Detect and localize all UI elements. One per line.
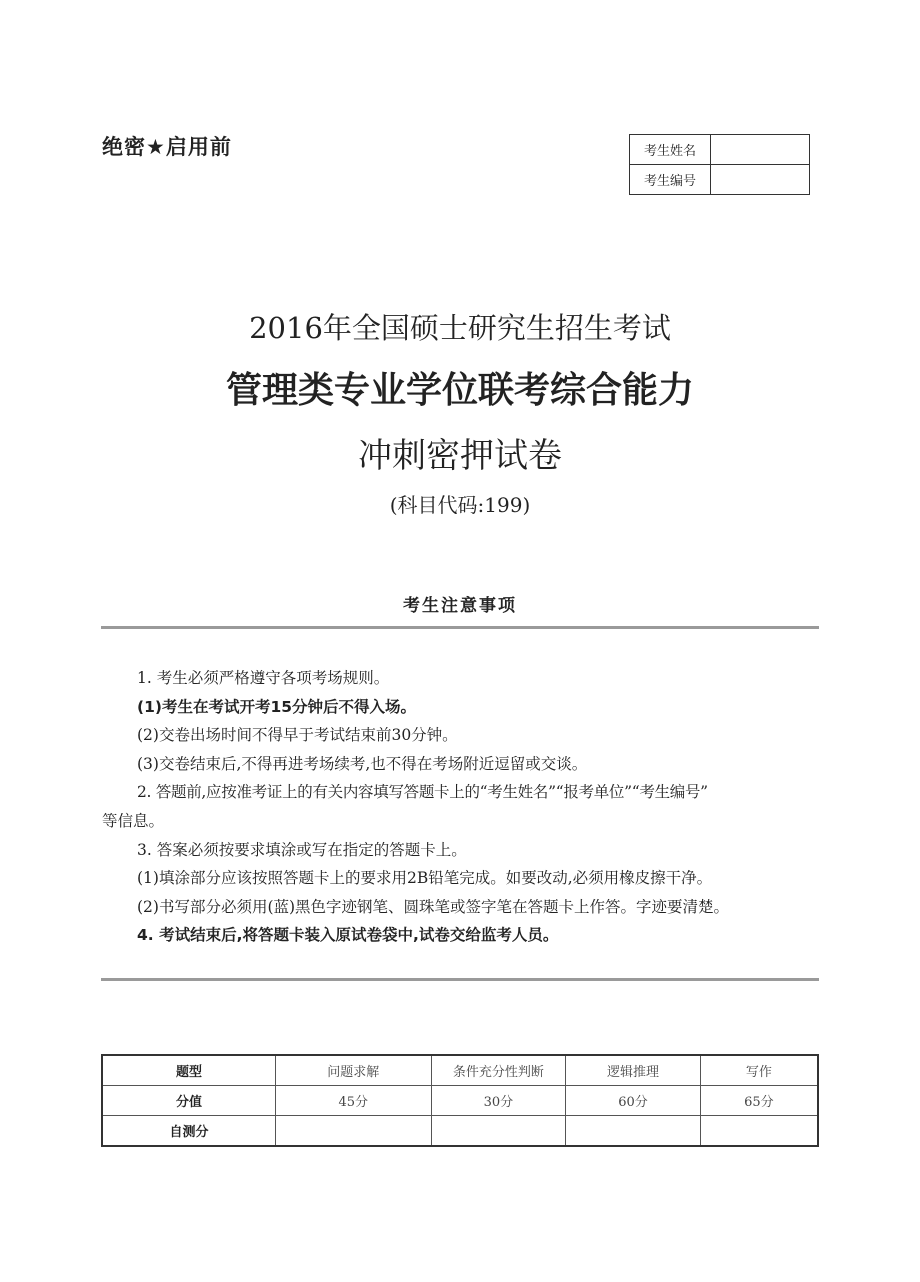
self-score-cell[interactable] — [700, 1116, 818, 1147]
notice-item: 2. 答题前,应按准考证上的有关内容填写答题卡上的“考生姓名”“报考单位”“考生编号” — [137, 783, 708, 802]
points-cell: 65分 — [700, 1086, 818, 1116]
row-label: 自测分 — [102, 1116, 275, 1147]
self-score-cell[interactable] — [566, 1116, 701, 1147]
row-label: 题型 — [102, 1055, 275, 1086]
notice-item: (3)交卷结束后,不得再进考场续考,也不得在考场附近逗留或交谈。 — [137, 754, 588, 773]
paper-type: 冲刺密押试卷 — [358, 436, 562, 476]
notice-item: 3. 答案必须按要求填涂或写在指定的答题卡上。 — [137, 840, 467, 859]
points-cell: 60分 — [566, 1086, 701, 1116]
column-header: 逻辑推理 — [566, 1055, 701, 1086]
notice-item: 等信息。 — [102, 811, 165, 830]
points-cell: 45分 — [275, 1086, 431, 1116]
points-cell: 30分 — [431, 1086, 566, 1116]
candidate-info-table — [629, 134, 810, 195]
table-row — [102, 1116, 818, 1147]
notice-item: (2)书写部分必须用(蓝)黑色字迹钢笔、圆珠笔或签字笔在答题卡上作答。字迹要清楚。 — [137, 897, 730, 916]
notice-item: (2)交卷出场时间不得早于考试结束前30分钟。 — [137, 726, 458, 745]
table-row — [102, 1086, 818, 1116]
name-label: 考生姓名 — [630, 135, 711, 165]
divider-bottom — [101, 978, 819, 981]
exam-subject: 管理类专业学位联考综合能力 — [225, 370, 694, 411]
self-score-cell[interactable] — [431, 1116, 566, 1147]
name-field[interactable] — [711, 135, 810, 165]
notice-item: (1)填涂部分应该按照答题卡上的要求用2B铅笔完成。如要改动,必须用橡皮擦干净。 — [137, 869, 713, 888]
number-field[interactable] — [711, 165, 810, 195]
notice-item: 1. 考生必须严格遵守各项考场规则。 — [137, 669, 390, 687]
column-header: 条件充分性判断 — [431, 1055, 566, 1086]
column-header: 写作 — [700, 1055, 818, 1086]
confidential-label: 绝密★启用前 — [102, 135, 232, 159]
table-row — [102, 1055, 818, 1086]
notice-item: 4. 考试结束后,将答题卡装入原试卷袋中,试卷交给监考人员。 — [137, 926, 559, 945]
number-label: 考生编号 — [630, 165, 711, 195]
notice-item: (1)考生在考试开考15分钟后不得入场。 — [137, 697, 417, 716]
score-table — [101, 1054, 819, 1147]
divider-top — [101, 626, 819, 629]
self-score-cell[interactable] — [275, 1116, 431, 1147]
subject-code: (科目代码:199) — [389, 493, 531, 517]
exam-title: 2016年全国硕士研究生招生考试 — [249, 311, 671, 345]
column-header: 问题求解 — [275, 1055, 431, 1086]
notice-heading: 考生注意事项 — [403, 596, 517, 616]
row-label: 分值 — [102, 1086, 275, 1116]
notice-list — [102, 664, 822, 950]
